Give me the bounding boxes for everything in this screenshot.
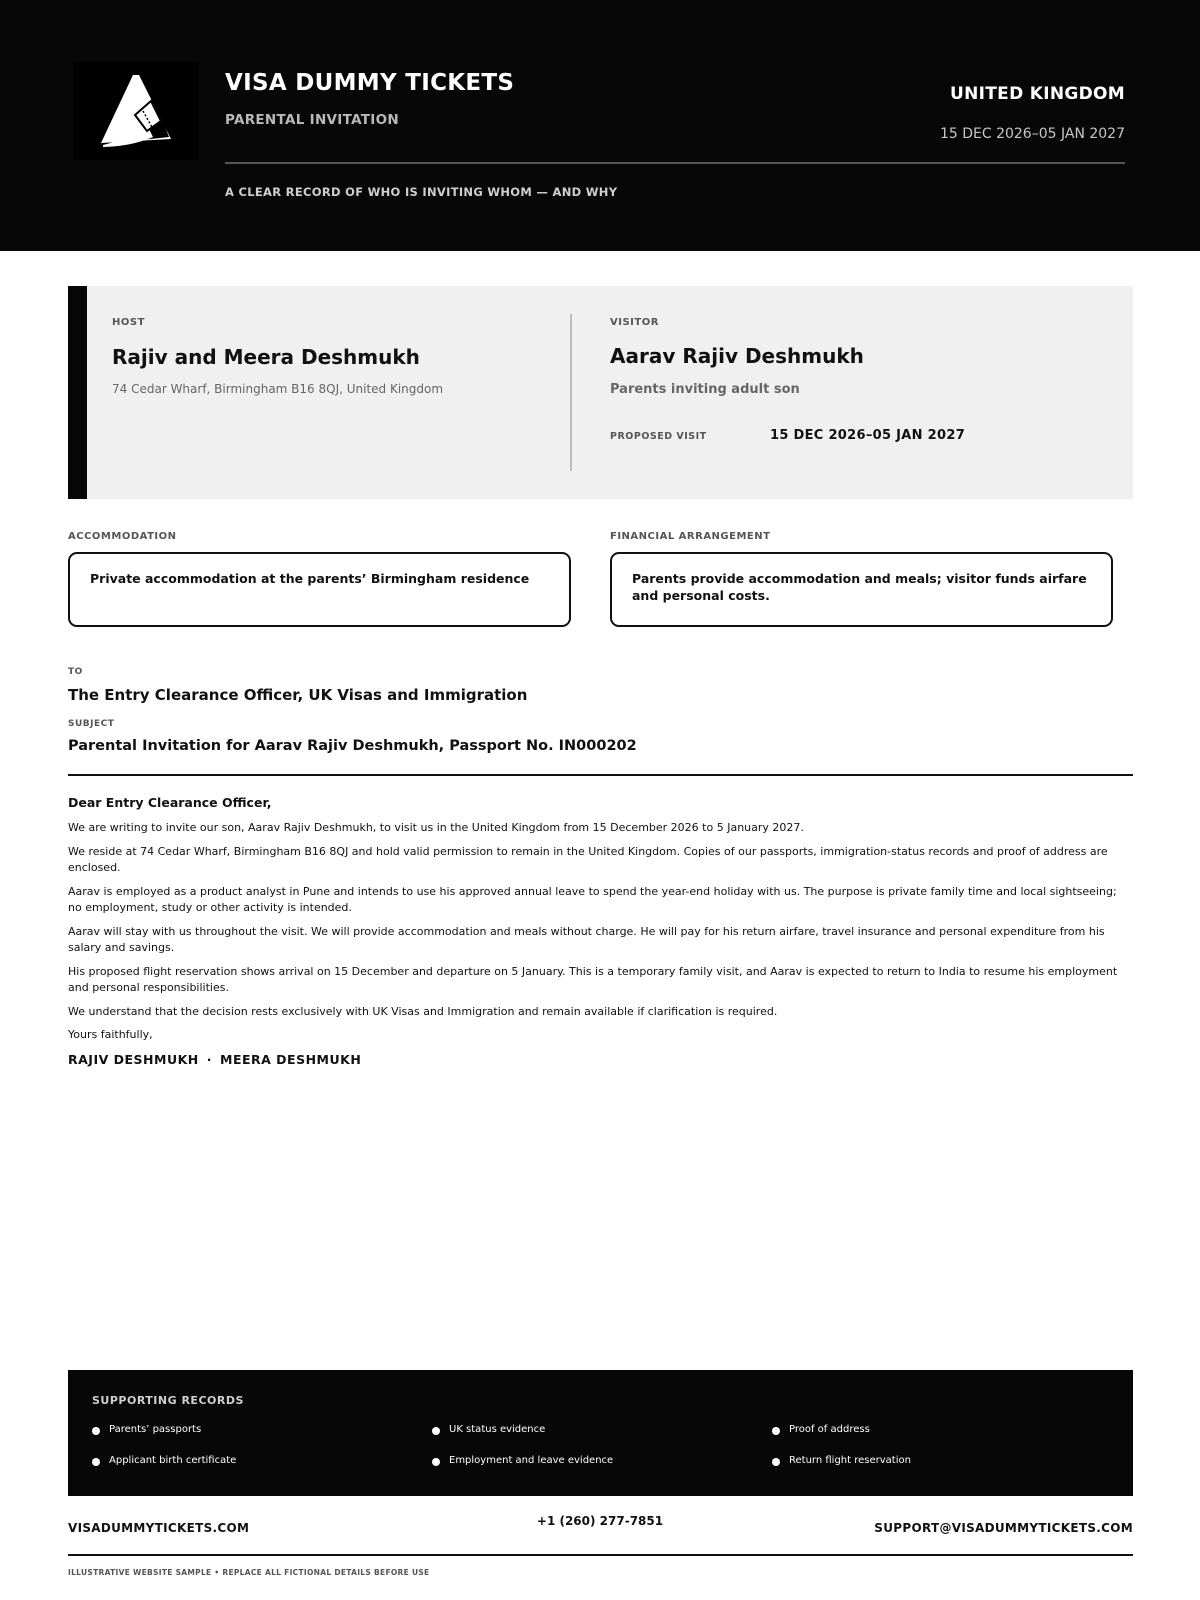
letter-paragraph: We are writing to invite our son, Aarav Rajiv Deshmukh, to visit us in the United Kingdom from 15 December 2026 to 5 January 2027. — [68, 821, 804, 834]
document-type: PARENTAL INVITATION — [225, 112, 399, 128]
disclaimer: ILLUSTRATIVE WEBSITE SAMPLE • REPLACE ALL FICTIONAL DETAILS BEFORE USE — [68, 1568, 430, 1577]
record-item-label: Proof of address — [789, 1424, 870, 1435]
letter-paragraph: His proposed flight reservation shows arrival on 15 December and departure on 5 January. This is a temporary family visit, and Aarav is expected to return to India to resume his employment and personal responsibilities. — [68, 965, 1118, 994]
record-item — [772, 1455, 911, 1466]
party-panel — [68, 286, 1133, 499]
ticket-mountain-logo-icon — [99, 71, 175, 151]
records-title: SUPPORTING RECORDS — [92, 1394, 244, 1407]
accommodation-box: Private accommodation at the parents’ Birmingham residence — [68, 552, 571, 627]
footer-divider — [68, 1554, 1133, 1556]
record-item-label: Employment and leave evidence — [449, 1455, 614, 1466]
financial-box: Parents provide accommodation and meals; visitor funds airfare and personal costs. — [610, 552, 1113, 627]
closing: Yours faithfully, — [68, 1028, 153, 1041]
record-item-label: Parents’ passports — [109, 1424, 202, 1435]
brand-title: VISA DUMMY TICKETS — [225, 70, 515, 96]
signatory-rajiv: RAJIV DESHMUKH — [68, 1052, 199, 1067]
salutation: Dear Entry Clearance Officer, — [68, 795, 272, 810]
party-divider — [570, 314, 572, 471]
proposed-visit-label: PROPOSED VISIT — [610, 431, 707, 442]
subject-label: SUBJECT — [68, 719, 115, 729]
visitor-label: VISITOR — [610, 317, 659, 328]
footer-phone[interactable]: +1 (260) 277-7851 — [536, 1514, 664, 1528]
letter-paragraph: We reside at 74 Cedar Wharf, Birmingham B16 8QJ and hold valid permission to remain in the United Kingdom. Copies of our passports, immigration-status records and proof of address are enclosed. — [68, 845, 1108, 874]
tagline: A CLEAR RECORD OF WHO IS INVITING WHOM — AND WHY — [225, 185, 618, 199]
bullet-icon — [92, 1458, 100, 1466]
document-header — [0, 0, 1200, 251]
bullet-icon — [772, 1458, 780, 1466]
header-divider — [225, 162, 1125, 164]
letter-divider — [68, 774, 1133, 776]
host-label: HOST — [112, 317, 145, 328]
record-item — [772, 1424, 870, 1435]
record-item — [432, 1455, 613, 1466]
letter-paragraph: Aarav will stay with us throughout the visit. We will provide accommodation and meals without charge. He will pay for his return airfare, travel insurance and personal expenditure from his salary and savings. — [68, 925, 1105, 954]
signatures — [68, 1052, 1133, 1067]
proposed-visit-dates: 15 DEC 2026–05 JAN 2027 — [770, 428, 966, 443]
financial-label: FINANCIAL ARRANGEMENT — [610, 531, 771, 542]
accommodation-label: ACCOMMODATION — [68, 531, 177, 542]
recipient: The Entry Clearance Officer, UK Visas and Immigration — [68, 686, 528, 704]
party-accent-bar — [68, 286, 87, 499]
brand-logo — [73, 62, 199, 160]
record-item-label: Return flight reservation — [789, 1455, 911, 1466]
letter-paragraph: Aarav is employed as a product analyst in Pune and intends to use his approved annual leave to spend the year-end holiday with us. The purpose is private family time and local sightseeing; no employment, study or other activity is intended. — [68, 885, 1117, 914]
bullet-icon — [432, 1427, 440, 1435]
record-item-label: UK status evidence — [449, 1424, 546, 1435]
host-name: Rajiv and Meera Deshmukh — [112, 345, 420, 369]
subject-line: Parental Invitation for Aarav Rajiv Deshmukh, Passport No. IN000202 — [68, 738, 637, 754]
bullet-icon — [772, 1427, 780, 1435]
bullet-icon — [92, 1427, 100, 1435]
record-item — [92, 1455, 236, 1466]
footer-website[interactable]: VISADUMMYTICKETS.COM — [68, 1521, 250, 1535]
destination-country: UNITED KINGDOM — [950, 84, 1125, 104]
signatory-meera: MEERA DESHMUKH — [220, 1052, 362, 1067]
signatory-separator: · — [206, 1052, 212, 1067]
visitor-name: Aarav Rajiv Deshmukh — [610, 344, 864, 368]
record-item — [92, 1424, 201, 1435]
record-item-label: Applicant birth certificate — [109, 1455, 237, 1466]
record-item — [432, 1424, 545, 1435]
letter-paragraph: We understand that the decision rests exclusively with UK Visas and Immigration and remain available if clarification is required. — [68, 1005, 778, 1018]
header-dates: 15 DEC 2026–05 JAN 2027 — [939, 126, 1125, 142]
bullet-icon — [432, 1458, 440, 1466]
visitor-relationship: Parents inviting adult son — [610, 382, 800, 397]
footer-email[interactable]: SUPPORT@VISADUMMYTICKETS.COM — [874, 1521, 1133, 1535]
supporting-records — [68, 1370, 1133, 1496]
host-address: 74 Cedar Wharf, Birmingham B16 8QJ, United Kingdom — [112, 382, 444, 396]
to-label: TO — [68, 667, 83, 677]
letter-body — [68, 795, 1133, 1067]
